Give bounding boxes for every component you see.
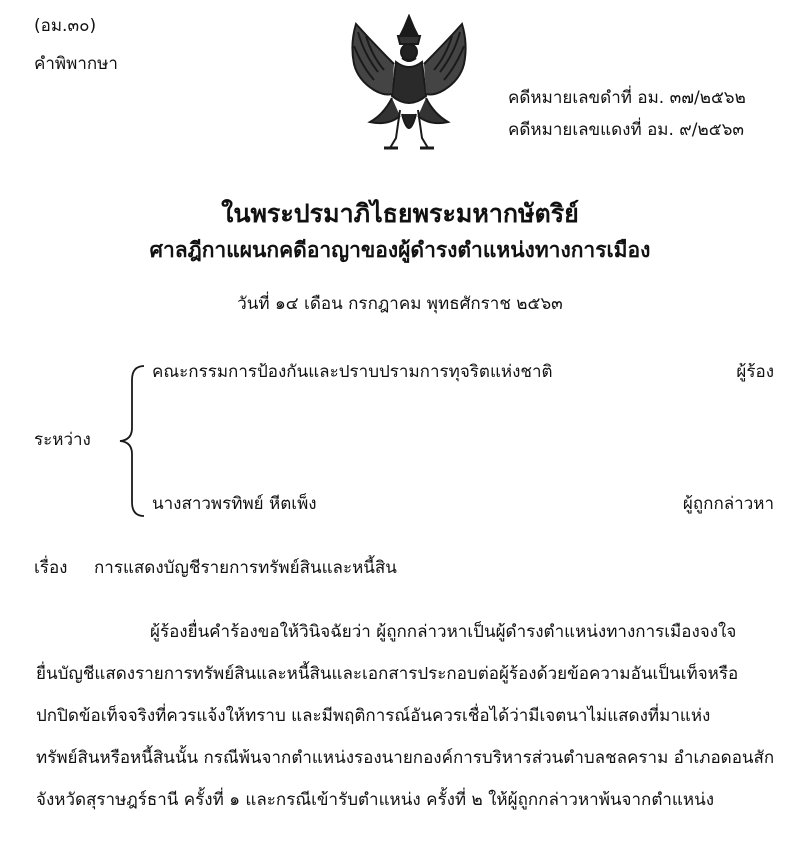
body-line-3: ปกปิดข้อเท็จจริงที่ควรแจ้งให้ทราบ และมีพฤติการณ์อันควรเชื่อได้ว่ามีเจตนาไม่แสดงที่มาแห่ง bbox=[36, 706, 711, 726]
defendant-role: ผู้ถูกกล่าวหา bbox=[682, 494, 774, 514]
subject-text: การแสดงบัญชีรายการทรัพย์สินและหนี้สิน bbox=[94, 558, 397, 578]
body-line-4: ทรัพย์สินหรือหนี้สินนั้น กรณีพ้นจากตำแหน่งรองนายกองค์การบริหารส่วนตำบลชลคราม อำเภอดอนสัก bbox=[36, 748, 775, 768]
court-name: ศาลฎีกาแผนกคดีอาญาของผู้ดำรงตำแหน่งทางการเมือง bbox=[149, 238, 651, 262]
black-case-number: คดีหมายเลขดำที่ อม. ๓๗/๒๕๖๒ bbox=[508, 88, 746, 108]
between-label: ระหว่าง bbox=[34, 430, 91, 450]
body-line-5: จังหวัดสุราษฎร์ธานี ครั้งที่ ๑ และกรณีเข้ารับตำแหน่ง ครั้งที่ ๒ ให้ผู้ถูกกล่าวหาพ้นจากตำแหน่ง bbox=[36, 790, 715, 810]
body-line-1: ผู้ร้องยื่นคำร้องขอให้วินิจฉัยว่า ผู้ถูกกล่าวหาเป็นผู้ดำรงตำแหน่งทางการเมืองจงใจ bbox=[150, 622, 737, 642]
red-case-number: คดีหมายเลขแดงที่ อม. ๙/๒๕๖๓ bbox=[508, 120, 744, 140]
defendant-name: นางสาวพรทิพย์ หีตเพ็ง bbox=[152, 494, 317, 514]
garuda-emblem bbox=[344, 14, 474, 154]
royal-title: ในพระปรมาภิไธยพระมหากษัตริย์ bbox=[221, 199, 579, 228]
brace-icon bbox=[116, 362, 148, 520]
plaintiff-name: คณะกรรมการป้องกันและปราบปรามการทุจริตแห่งชาติ bbox=[152, 362, 553, 382]
judgment-date: วันที่ ๑๔ เดือน กรกฎาคม พุทธศักราช ๒๕๖๓ bbox=[237, 294, 563, 314]
body-line-2: ยื่นบัญชีแสดงรายการทรัพย์สินและหนี้สินและเอกสารประกอบต่อผู้ร้องด้วยข้อความอันเป็นเท็จหรือ bbox=[36, 664, 739, 684]
form-code: (อม.๓๐) bbox=[34, 16, 97, 36]
plaintiff-role: ผู้ร้อง bbox=[736, 362, 774, 382]
subject-label: เรื่อง bbox=[34, 558, 68, 578]
document-type: คำพิพากษา bbox=[34, 54, 118, 74]
